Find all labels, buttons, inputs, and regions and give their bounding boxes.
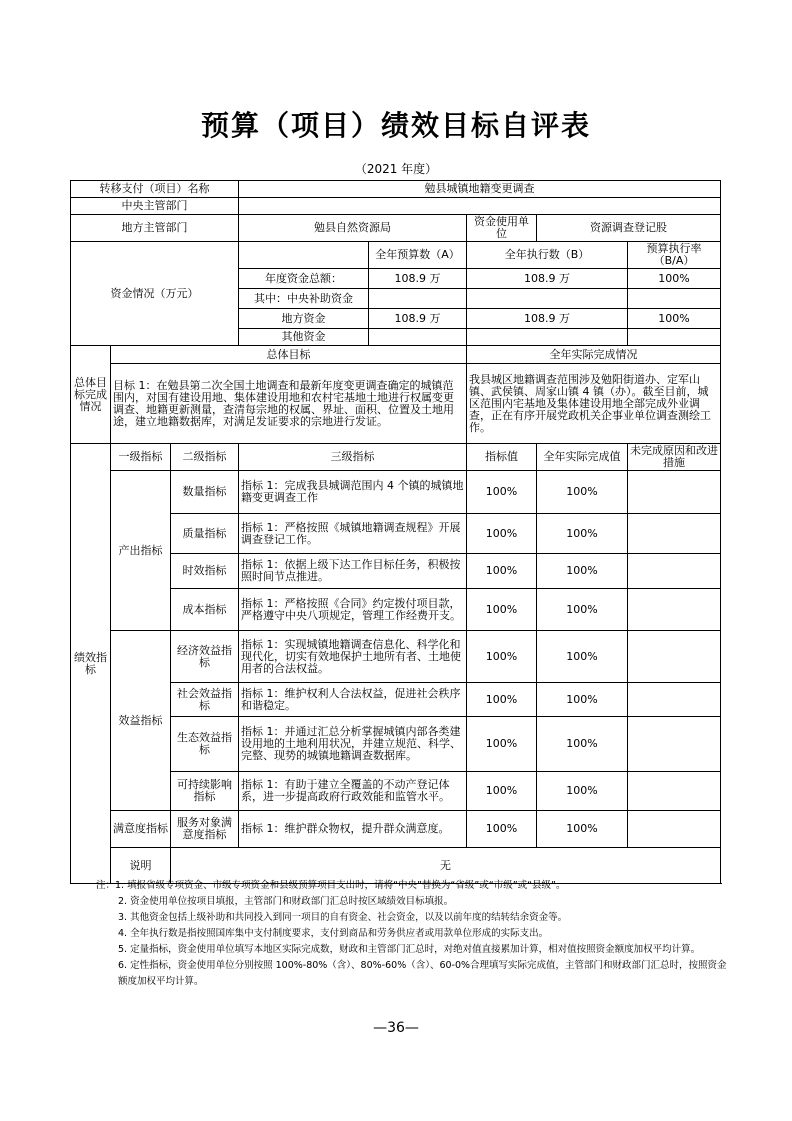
indicator-group-label: 满意度指标 [111,811,171,848]
indicator-level3: 指标 1：有助于建立全覆盖的不动产登记体系，进一步提高政府行政效能和监管水平。 [239,772,467,811]
overall-goal-text: 目标 1：在勉县第二次全国土地调查和最新年度变更调查确定的城镇范围内，对国有建设用地、集体建设用地和农村宅基地土地进行权属变更调查、地籍更新测量，查清每宗地的权属、界址、面积、位置及土地用途，建立地籍数据库，对满足发证要求的宗地进行发证。 [111,364,467,444]
local-dept-label: 地方主管部门 [71,215,239,242]
funds-row-exec [467,289,628,309]
header-actual: 全年实际完成值 [537,444,628,471]
indicator-level2: 数量指标 [171,471,239,514]
indicator-level3: 指标 1：依据上级下达工作目标任务，积极按照时间节点推进。 [239,554,467,589]
page-title: 预算（项目）绩效目标自评表 [200,109,591,142]
indicator-value: 100% [467,811,537,848]
central-dept-label: 中央主管部门 [71,198,239,215]
explain-value: 无 [171,848,721,884]
funds-row-exec [467,329,628,346]
indicator-value: 100% [467,631,537,683]
indicator-reason [628,471,721,514]
funds-row-exec: 108.9 万 [467,309,628,329]
indicator-actual: 100% [537,554,628,589]
funds-row-exec: 108.9 万 [467,269,628,289]
indicator-actual: 100% [537,717,628,772]
indicator-actual: 100% [537,631,628,683]
funds-row-label: 其他资金 [239,329,369,346]
funds-row-budget [369,329,467,346]
indicator-reason [628,717,721,772]
indicator-level3: 指标 1：严格按照《合同》约定拨付项目款，严格遵守中央八项规定，管理工作经费开支。 [239,589,467,631]
funds-header-rate: 预算执行率（B/A） [628,242,721,269]
indicator-level2: 经济效益指标 [171,631,239,683]
funds-row-budget: 108.9 万 [369,269,467,289]
indicator-reason [628,811,721,848]
project-name-label: 转移支付（项目）名称 [71,181,239,198]
central-dept-value [239,198,721,215]
actual-completion-text: 我县城区地籍调查范围涉及勉阳街道办、定军山镇、武侯镇、周家山镇 4 镇（办）。截至目前，城区范围内宅基地及集体建设用地全部完成外业调查，正在有序开展党政机关企事业单位调查测绘工作。 [467,364,721,444]
self-evaluation-table [70,180,721,884]
indicator-level2: 可持续影响指标 [171,772,239,811]
indicator-level2: 服务对象满意度指标 [171,811,239,848]
indicator-level3: 指标 1：严格按照《城镇地籍调查规程》开展调查登记工作。 [239,514,467,554]
indicator-reason [628,683,721,717]
indicator-reason [628,589,721,631]
indicator-reason [628,514,721,554]
fund-user-value: 资源调查登记股 [537,215,721,242]
local-dept-value: 勉县自然资源局 [239,215,467,242]
indicator-reason [628,554,721,589]
indicator-level2: 时效指标 [171,554,239,589]
funds-header-blank [239,242,369,269]
indicator-level3: 指标 1：维护权利人合法权益，促进社会秩序和谐稳定。 [239,683,467,717]
header-reason: 未完成原因和改进措施 [628,444,721,471]
indicator-actual: 100% [537,514,628,554]
project-name-value: 勉县城镇地籍变更调查 [239,181,721,198]
explain-label: 说明 [111,848,171,884]
header-value: 指标值 [467,444,537,471]
indicator-value: 100% [467,717,537,772]
indicator-reason [628,772,721,811]
indicator-value: 100% [467,471,537,514]
footnote: 5. 定量指标，资金使用单位填写本地区实际完成数，财政和主管部门汇总时，对绝对值直接累加计算，相对值按照资金额度加权平均计算。 [118,944,701,955]
indicators-section-label: 绩效指标 [71,444,111,884]
header-level3: 三级指标 [239,444,467,471]
indicator-actual: 100% [537,683,628,717]
indicator-value: 100% [467,514,537,554]
footnote: 注：1. 填报省级专项资金、市级专项资金和县级预算项目支出时，请将“中央”替换为“省级”或“市级”或“县级”。 [96,880,566,891]
indicator-level2: 生态效益指标 [171,717,239,772]
indicator-level3: 指标 1：实现城镇地籍调查信息化、科学化和现代化，切实有效地保护土地所有者、土地使用者的合法权益。 [239,631,467,683]
indicator-actual: 100% [537,471,628,514]
funds-header-budget: 全年预算数（A） [369,242,467,269]
funds-row-rate: 100% [628,309,721,329]
indicator-level2: 成本指标 [171,589,239,631]
page-number: —36— [373,1020,419,1036]
funds-row-label: 年度资金总额： [239,269,369,289]
indicator-actual: 100% [537,772,628,811]
indicator-value: 100% [467,772,537,811]
footnote: 6. 定性指标，资金使用单位分别按照 100%-80%（含）、80%-60%（含）、60-0%合理填写实际完成值，主管部门和财政部门汇总时，按照资金额度加权平均计算。 [118,960,727,987]
goal-section-label: 总体目标完成情况 [71,346,111,444]
funds-row-label: 地方资金 [239,309,369,329]
indicator-value: 100% [467,554,537,589]
indicator-actual: 100% [537,811,628,848]
funds-row-rate: 100% [628,269,721,289]
actual-completion-header: 全年实际完成情况 [467,346,721,364]
header-level2: 二级指标 [171,444,239,471]
indicator-group-label: 产出指标 [111,471,171,631]
indicator-group-label: 效益指标 [111,631,171,811]
indicator-level3: 指标 1：并通过汇总分析掌握城镇内部各类建设用地的土地利用状况，并建立规范、科学、完整、现势的城镇地籍调查数据库。 [239,717,467,772]
funds-row-budget [369,289,467,309]
funds-row-rate [628,329,721,346]
funds-header-exec: 全年执行数（B） [467,242,628,269]
indicator-value: 100% [467,589,537,631]
indicator-level3: 指标 1：完成我县城调范围内 4 个镇的城镇地籍变更调查工作 [239,471,467,514]
indicator-reason [628,631,721,683]
indicator-level2: 质量指标 [171,514,239,554]
indicator-value: 100% [467,683,537,717]
footnote: 2. 资金使用单位按项目填报，主管部门和财政部门汇总时按区域绩效目标填报。 [118,896,454,907]
funds-row-budget: 108.9 万 [369,309,467,329]
funds-row-label: 其中：中央补助资金 [239,289,369,309]
indicator-level2: 社会效益指标 [171,683,239,717]
footnote: 4. 全年执行数是指按照国库集中支付制度要求，支付到商品和劳务供应者或用款单位形成的实际支出。 [118,928,549,939]
footnote: 3. 其他资金包括上级补助和共同投入到同一项目的自有资金、社会资金，以及以前年度的结转结余资金等。 [118,912,568,923]
header-level1: 一级指标 [111,444,171,471]
footnotes [96,878,736,990]
fund-user-label: 资金使用单位 [467,215,537,242]
funds-section-label: 资金情况（万元） [71,242,239,346]
year-label: （2021 年度） [354,162,438,176]
indicator-actual: 100% [537,589,628,631]
indicator-level3: 指标 1：维护群众物权，提升群众满意度。 [239,811,467,848]
overall-goal-header: 总体目标 [111,346,467,364]
funds-row-rate [628,289,721,309]
